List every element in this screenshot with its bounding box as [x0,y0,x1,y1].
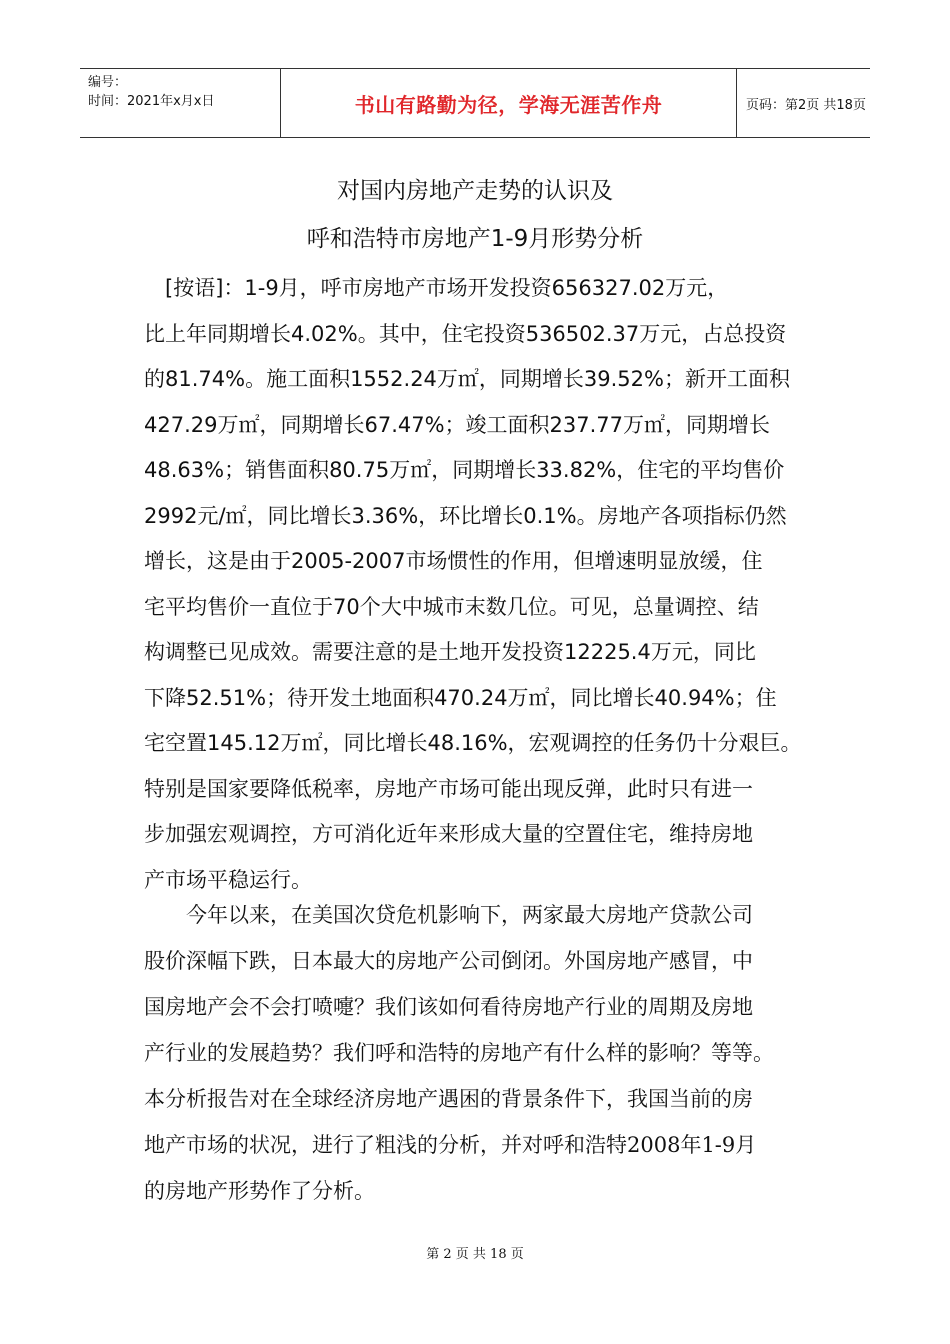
text-line: 本分析报告对在全球经济房地产遇困的背景条件下，我国当前的房 [144,1087,753,1111]
text-line: 今年以来，在美国次贷危机影响下，两家最大房地产贷款公司 [144,903,753,927]
text-line: 427.29万㎡，同期增长67.47%；竣工面积237.77万㎡，同期增长 [144,412,771,437]
text-line: 国房地产会不会打喷嚏？我们该如何看待房地产行业的周期及房地 [144,995,753,1019]
text-line: 特别是国家要降低税率，房地产市场可能出现反弹，此时只有进一 [144,776,753,801]
text-line: 地产市场的状况，进行了粗浅的分析，并对呼和浩特2008年1-9月 [144,1133,757,1157]
text-line: 宅平均售价一直位于70个大中城市末数几位。可见，总量调控、结 [144,594,759,619]
text-line: 增长，这是由于2005-2007市场惯性的作用，但增速明显放缓，住 [144,549,763,573]
text-line: 产行业的发展趋势？我们呼和浩特的房地产有什么样的影响？等等。 [144,1041,774,1065]
document-date: 时间：2021年x月x日 [88,94,215,109]
text-line: 宅空置145.12万㎡，同比增长48.16%，宏观调控的任务仍十分艰巨。 [144,731,802,755]
text-line: 构调整已见成效。需要注意的是土地开发投资12225.4万元，同比 [144,640,756,664]
document-title-line-2: 呼和浩特市房地产1-9月形势分析 [306,226,644,252]
document-number-label: 编号： [88,75,128,90]
text-line: 步加强宏观调控，方可消化近年来形成大量的空置住宅，维持房地 [144,822,753,846]
text-line: 产市场平稳运行。 [144,867,312,892]
intro-paragraph [144,892,824,1214]
header-motto: 书山有路勤为径，学海无涯苦作舟 [280,69,737,137]
header-page-info: 页码：第2页 共18页 [746,97,866,113]
text-line: 比上年同期增长4.02%。其中，住宅投资536502.37万元，占总投资 [144,321,787,346]
page-footer: 第 2 页 共 18 页 [426,1247,524,1262]
editor-note-paragraph [144,266,824,903]
text-line: 下降52.51%；待开发土地面积470.24万㎡，同比增长40.94%；住 [144,685,777,710]
header-meta [80,69,280,137]
document-title-line-1: 对国内房地产走势的认识及 [337,178,613,204]
text-line: 的81.74%。施工面积1552.24万㎡，同期增长39.52%；新开工面积 [144,367,790,391]
text-line: 48.63%；销售面积80.75万㎡，同期增长33.82%，住宅的平均售价 [144,458,785,482]
text-line: 2992元/㎡，同比增长3.36%，环比增长0.1%。房地产各项指标仍然 [144,503,787,528]
page-header [80,68,870,138]
text-line: 股价深幅下跌，日本最大的房地产公司倒闭。外国房地产感冒，中 [144,949,753,973]
text-line: 的房地产形势作了分析。 [144,1179,375,1203]
text-line: [按语]：1-9月，呼市房地产市场开发投资656327.02万元， [144,276,729,300]
